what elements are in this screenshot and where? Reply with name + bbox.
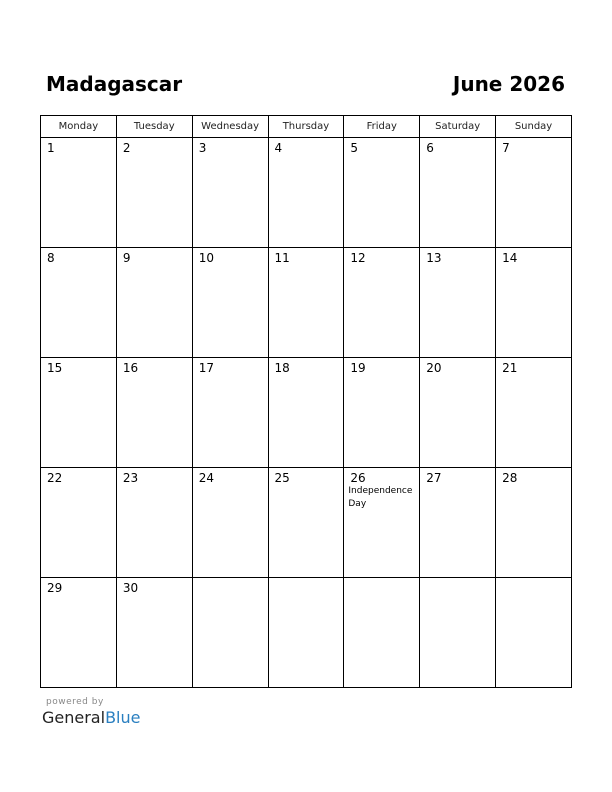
day-number: 4 xyxy=(274,141,283,155)
week-row xyxy=(41,138,572,248)
day-number: 15 xyxy=(47,361,63,375)
day-number: 14 xyxy=(502,251,518,265)
day-number xyxy=(420,578,495,581)
weekday-tuesday: Tuesday xyxy=(116,116,192,138)
day-cell xyxy=(268,248,344,358)
day-number xyxy=(496,578,571,581)
week-row xyxy=(41,578,572,688)
weekday-wednesday: Wednesday xyxy=(192,116,268,138)
day-cell xyxy=(41,468,117,578)
day-number: 25 xyxy=(274,471,290,485)
day-number: 20 xyxy=(426,361,442,375)
day-number: 21 xyxy=(502,361,518,375)
generalblue-logo[interactable] xyxy=(42,709,140,727)
day-cell xyxy=(344,138,420,248)
day-cell-empty xyxy=(192,578,268,688)
day-cell xyxy=(268,138,344,248)
day-number xyxy=(193,578,268,581)
powered-by-text: powered by xyxy=(46,697,104,707)
day-cell xyxy=(496,468,572,578)
day-cell xyxy=(116,468,192,578)
day-cell xyxy=(192,358,268,468)
day-number: 6 xyxy=(426,141,434,155)
day-number: 26 xyxy=(350,471,366,485)
day-number: 2 xyxy=(122,141,131,155)
logo-text-general: General xyxy=(42,708,106,727)
holiday-label: Independence Day xyxy=(348,486,413,509)
day-number: 1 xyxy=(47,141,55,155)
day-cell xyxy=(192,248,268,358)
day-number xyxy=(269,578,344,581)
day-cell-empty xyxy=(268,578,344,688)
day-cell xyxy=(344,248,420,358)
day-number: 28 xyxy=(502,471,518,485)
day-number: 27 xyxy=(426,471,442,485)
weekday-thursday: Thursday xyxy=(268,116,344,138)
day-cell xyxy=(116,138,192,248)
day-cell xyxy=(344,358,420,468)
week-row xyxy=(41,468,572,578)
day-number: 30 xyxy=(122,581,139,595)
month-year-title: June 2026 xyxy=(452,72,565,96)
day-cell xyxy=(116,358,192,468)
calendar-grid xyxy=(40,115,572,688)
weekday-monday: Monday xyxy=(41,116,117,138)
day-number: 24 xyxy=(198,471,214,485)
day-number: 29 xyxy=(47,581,63,595)
day-cell xyxy=(41,248,117,358)
day-number: 5 xyxy=(350,141,359,155)
day-number: 23 xyxy=(122,471,139,485)
day-number: 12 xyxy=(350,251,366,265)
week-row xyxy=(41,248,572,358)
day-number: 17 xyxy=(198,361,214,375)
day-cell-holiday xyxy=(344,468,420,578)
weekday-sunday: Sunday xyxy=(496,116,572,138)
day-cell xyxy=(41,138,117,248)
day-number: 13 xyxy=(426,251,442,265)
day-cell xyxy=(41,578,117,688)
day-cell xyxy=(116,578,192,688)
day-cell xyxy=(496,358,572,468)
day-cell xyxy=(420,358,496,468)
day-cell xyxy=(41,358,117,468)
day-cell xyxy=(268,358,344,468)
day-cell xyxy=(192,138,268,248)
day-number: 16 xyxy=(122,361,139,375)
day-cell xyxy=(496,248,572,358)
day-number: 10 xyxy=(198,251,214,265)
day-number: 9 xyxy=(122,251,131,265)
day-number: 11 xyxy=(274,251,290,265)
day-cell xyxy=(116,248,192,358)
day-cell-empty xyxy=(420,578,496,688)
day-cell xyxy=(420,468,496,578)
weekday-header-row xyxy=(41,116,572,138)
day-number: 19 xyxy=(350,361,366,375)
day-number: 3 xyxy=(198,141,207,155)
day-number: 8 xyxy=(47,251,55,265)
weekday-saturday: Saturday xyxy=(420,116,496,138)
day-cell xyxy=(268,468,344,578)
logo-text-blue: Blue xyxy=(105,708,141,727)
day-number: 7 xyxy=(502,141,510,155)
week-row xyxy=(41,358,572,468)
day-number: 22 xyxy=(47,471,63,485)
day-cell xyxy=(496,138,572,248)
country-title: Madagascar xyxy=(46,72,183,96)
day-cell-empty xyxy=(344,578,420,688)
day-cell xyxy=(420,248,496,358)
day-cell xyxy=(420,138,496,248)
day-number: 18 xyxy=(274,361,290,375)
day-cell-empty xyxy=(496,578,572,688)
day-cell xyxy=(192,468,268,578)
weekday-friday: Friday xyxy=(344,116,420,138)
day-number xyxy=(344,578,419,581)
